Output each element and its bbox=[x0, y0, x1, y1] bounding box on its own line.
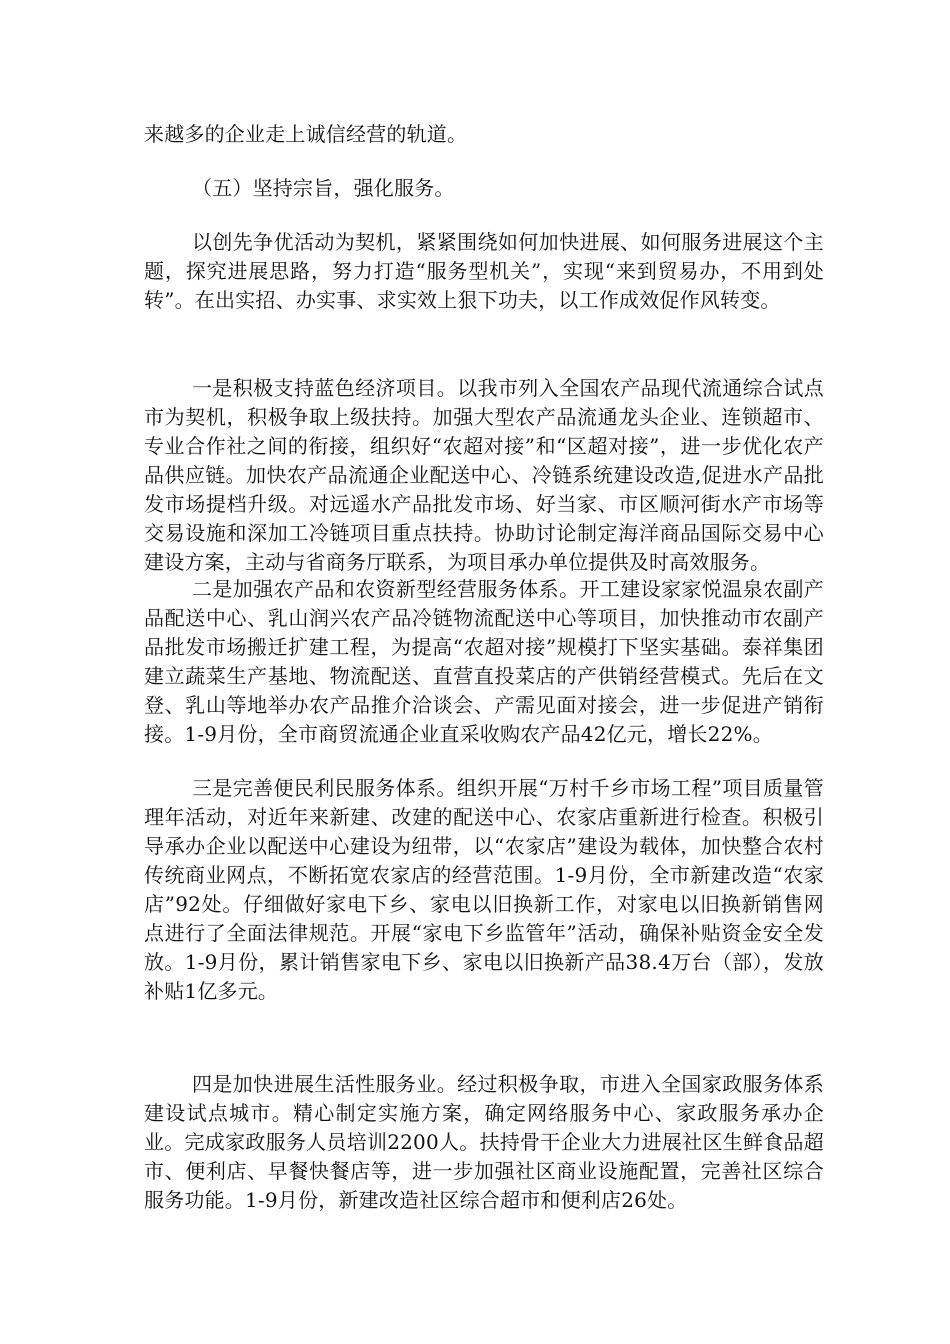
point-two-paragraph: 二是加强农产品和农资新型经营服务体系。开工建设家家悦温泉农副产品配送中心、乳山润兴农产品冷链物流配送中心等项目，加快推动市农副产品批发市场搬迁扩建工程，为提高“农超对接”规模打下坚实基础。泰祥集团建立蔬菜生产基地、物流配送、直营直投菜店的产供销经营模式。先后在文登、乳山等地举办农产品推介洽谈会、产需见面对接会，进一步促进产销衔接。1-9月份，全市商贸流通企业直采收购农产品42亿元，增长22%。 bbox=[144, 577, 824, 746]
intro-paragraph: 以创先争优活动为契机，紧紧围绕如何加快进展、如何服务进展这个主题，探究进展思路，努力打造“服务型机关”，实现“来到贸易办，不用到处转”。在出实招、办实事、求实效上狠下功夫，以工作成效促作风转变。 bbox=[144, 230, 824, 312]
point-three-paragraph: 三是完善便民利民服务体系。组织开展“万村千乡市场工程”项目质量管理年活动，对近年来新建、改建的配送中心、农家店重新进行检查。积极引导承办企业以配送中心建设为纽带，以“农家店”建设为载体，加快整合农村传统商业网点，不断拓宽农家店的经营范围。1-9月份，全市新建改造“农家店”92处。仔细做好家电下乡、家电以旧换新工作，对家电以旧换新销售网点进行了全面法律规范。开展“家电下乡监管年”活动，确保补贴资金安全发放。1-9月份，累计销售家电下乡、家电以旧换新产品38.4万台（部），发放补贴1亿多元。 bbox=[144, 776, 824, 1003]
continuation-paragraph: 来越多的企业走上诚信经营的轨道。 bbox=[144, 122, 468, 146]
point-one-paragraph: 一是积极支持蓝色经济项目。以我市列入全国农产品现代流通综合试点市为契机，积极争取上级扶持。加强大型农产品流通龙头企业、连锁超市、专业合作社之间的衔接，组织好“农超对接”和“区超对接”，进一步优化农产品供应链。加快农产品流通企业配送中心、冷链系统建设改造,促进水产品批发市场提档升级。对远遥水产品批发市场、好当家、市区顺河街水产市场等交易设施和深加工冷链项目重点扶持。协助讨论制定海洋商品国际交易中心建设方案，主动与省商务厅联系，为项目承办单位提供及时高效服务。 bbox=[144, 376, 824, 574]
point-four-paragraph: 四是加快进展生活性服务业。经过积极争取，市进入全国家政服务体系建设试点城市。精心制定实施方案，确定网络服务中心、家政服务承办企业。完成家政服务人员培训2200人。扶持骨干企业大力进展社区生鲜食品超市、便利店、早餐快餐店等，进一步加强社区商业设施配置，完善社区综合服务功能。1-9月份，新建改造社区综合超市和便利店26处。 bbox=[144, 1072, 824, 1212]
section-heading: （五）坚持宗旨，强化服务。 bbox=[192, 176, 455, 200]
